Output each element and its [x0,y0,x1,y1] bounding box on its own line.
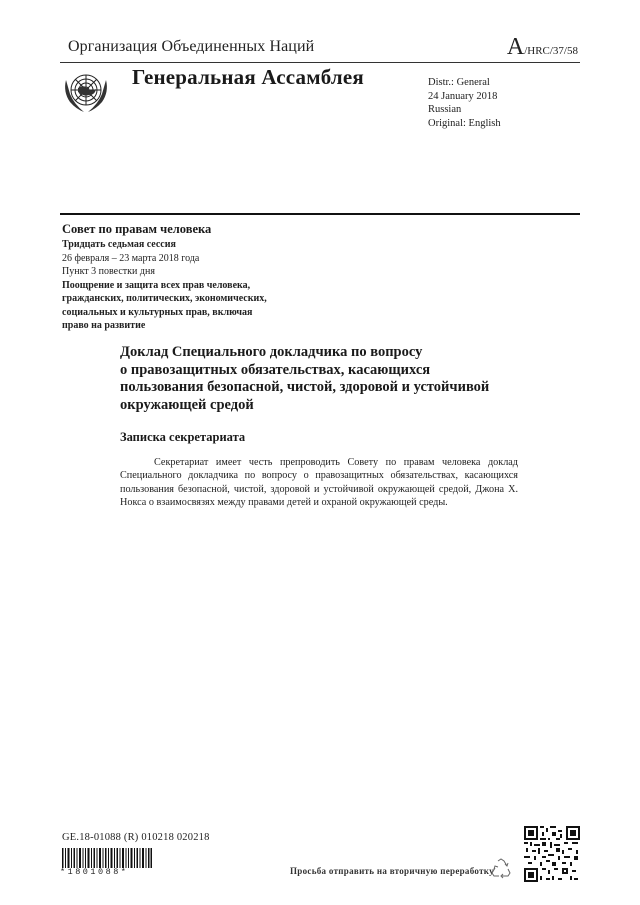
report-title-line: о правозащитных обязательствах, касающихся [120,361,431,378]
secretariat-note-title: Записка секретариата [120,430,246,444]
section-rule [60,213,580,215]
general-assembly-title: Генеральная Ассамблея [132,65,364,89]
header-rule [60,62,580,63]
agenda-item: Пункт 3 повестки дня [62,266,155,277]
agenda-title-line: Поощрение и защита всех прав человека, [62,279,251,291]
session-name: Тридцать седьмая сессия [62,239,176,250]
report-title [120,344,540,414]
secretariat-note-body: Секретариат имеет честь препроводить Совету по правам человека доклад Специального докладчика по вопросу о правозащитных обязательствах, касающихся пользования безопасной, чистой, здоровой и устойчивой окружающей средой, Джона Х. Нокса о взаимосвязях между правами детей и охраной окружающей среды. [120,457,518,508]
organization-name: Организация Объединенных Наций [68,38,315,55]
distribution-date: 24 January 2018 [428,90,498,102]
job-number: GE.18-01088 (R) 010218 020218 [62,832,210,843]
report-title-line: пользования безопасной, чистой, здоровой и устойчивой [120,379,490,395]
barcode-number: *1801088* [60,867,129,877]
session-info [62,238,267,333]
agenda-title-line: право на развитие [62,320,146,331]
un-emblem-icon [60,66,112,118]
session-dates: 26 февраля – 23 марта 2018 года [62,252,200,264]
qr-code-icon [524,826,580,882]
recycle-icon [490,857,512,879]
agenda-title-line: социальных и культурных прав, включая [62,306,253,318]
council-name: Совет по правам человека [62,222,212,236]
document-symbol [507,34,578,61]
report-title-line: Доклад Специального докладчика по вопросу [120,344,423,360]
distribution-status: Distr.: General [428,77,490,88]
report-title-line: окружающей средой [120,396,254,413]
distribution-info [428,76,501,130]
recycle-notice: Просьба отправить на вторичную переработку [290,866,494,876]
document-symbol-number: /HRC/37/58 [524,45,578,57]
distribution-language: Russian [428,104,462,115]
agenda-title-line: гражданских, политических, экономических, [62,293,267,304]
document-symbol-prefix: A [506,34,525,60]
barcode-icon [62,848,152,868]
original-language: Original: English [428,117,501,129]
